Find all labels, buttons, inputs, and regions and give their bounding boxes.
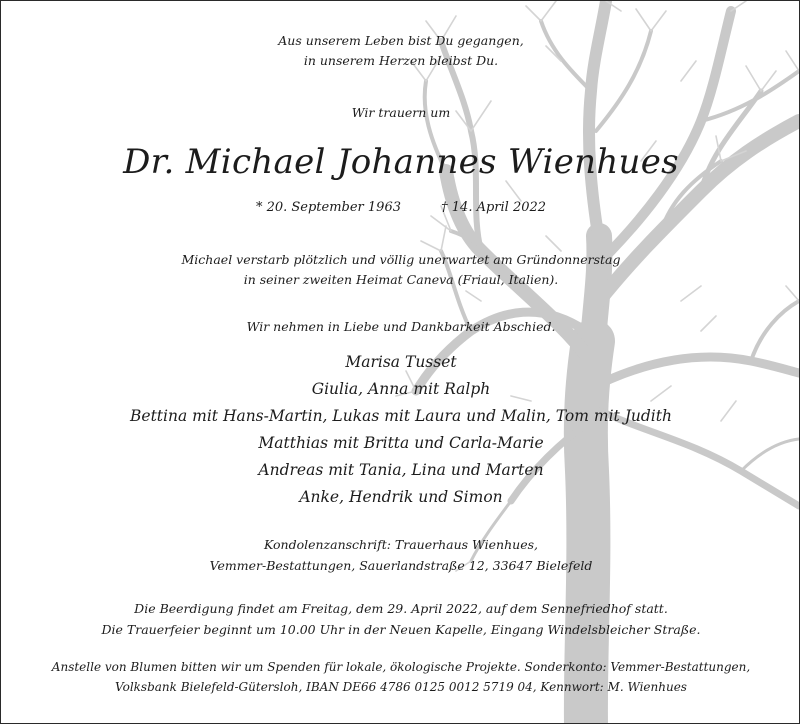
mourner-line: Bettina mit Hans-Martin, Lukas mit Laura und Malin, Tom mit Judith <box>130 407 672 425</box>
donation-line-2: Volksbank Bielefeld-Gütersloh, IBAN DE66 4786 0125 0012 5719 04, Kennwort: M. Wienhues <box>115 680 687 694</box>
mourner-line: Andreas mit Tania, Lina und Marten <box>258 461 544 479</box>
circumstances-line-1: Michael verstarb plötzlich und völlig unerwartet am Gründonnerstag <box>181 252 621 267</box>
mourner-line: Anke, Hendrik und Simon <box>299 488 503 506</box>
funeral-line-1: Die Beerdigung findet am Freitag, dem 29. April 2022, auf dem Sennefriedhof statt. <box>134 601 668 616</box>
mourner-line: Giulia, Anna mit Ralph <box>311 380 491 398</box>
circumstances-line-2: in seiner zweiten Heimat Caneva (Friaul, Italien). <box>243 272 559 287</box>
motto-line-2: in unserem Herzen bleibst Du. <box>303 53 499 68</box>
death-date: † 14. April 2022 <box>441 200 547 215</box>
condolence-line-1: Kondolenzanschrift: Trauerhaus Wienhues, <box>263 537 538 552</box>
birth-date: * 20. September 1963 <box>255 200 401 215</box>
life-dates <box>1 200 800 215</box>
funeral-line-2: Die Trauerfeier beginnt um 10.00 Uhr in der Neuen Kapelle, Eingang Windelsbleicher Straße. <box>101 622 701 637</box>
mourner-line: Matthias mit Britta und Carla-Marie <box>258 434 544 452</box>
mourning-intro: Wir trauern um <box>351 105 451 120</box>
farewell-text: Wir nehmen in Liebe und Dankbarkeit Abschied. <box>246 319 556 334</box>
motto-line-1: Aus unserem Leben bist Du gegangen, <box>278 33 524 48</box>
donation-line-1: Anstelle von Blumen bitten wir um Spenden für lokale, ökologische Projekte. Sonderkonto: Vemmer-Bestattungen, <box>51 660 751 674</box>
deceased-name: Dr. Michael Johannes Wienhues <box>123 142 679 182</box>
condolence-line-2: Vemmer-Bestattungen, Sauerlandstraße 12, 33647 Bielefeld <box>209 558 593 573</box>
mourner-line: Marisa Tusset <box>345 353 457 371</box>
